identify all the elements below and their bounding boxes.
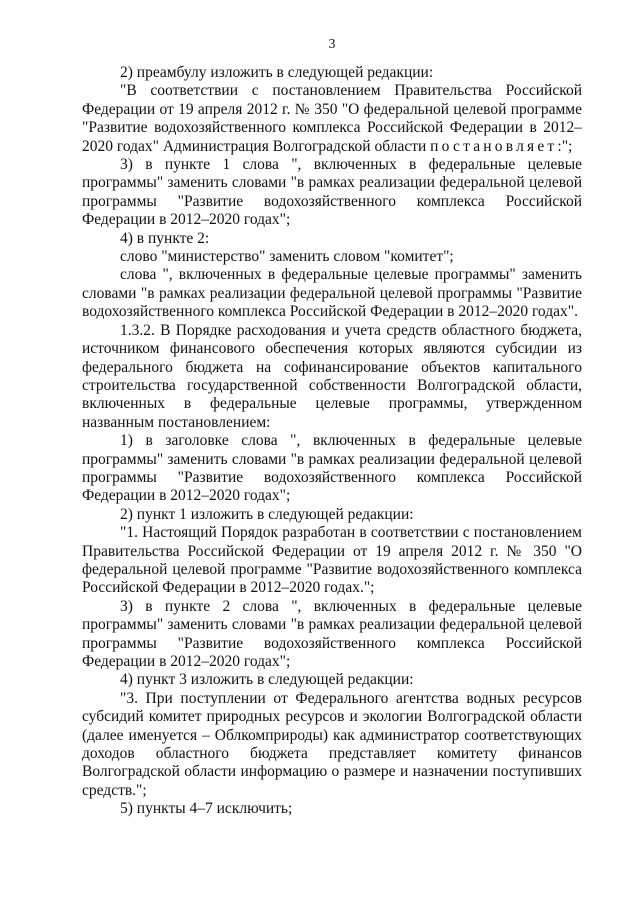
paragraph-point-1-text: "1. Настоящий Порядок разработан в соответствии с постановлением Правительства Российской Федерации от 19 апреля 2012 г. № 350 "О федеральной целевой программе "Развитие водохозяйственного комплекса Российской Федерации в 2012–2020 годах.";	[82, 524, 582, 597]
paragraph-point-5: 5) пункты 4–7 исключить;	[120, 800, 293, 818]
page-number: 3	[328, 37, 336, 52]
paragraph-point-3-text: "3. При поступлении от Федерального агентства водных ресурсов субсидий комитет природных ресурсов и экологии Волгоградской области (далее именуется – Облкомприроды) как администратор соответствующих доходов областного бюджета представляет комитету финансов Волгоградской области информацию о размере и назначении поступивших средств.";	[82, 689, 582, 799]
paragraph-point-2-change: 3) в пункте 2 слова ", включенных в федеральные целевые программы" заменить словами "в рамках реализации федеральной целевой программы "Развитие водохозяйственного комплекса Российской Федерации в 2012–2020 годах";	[82, 597, 582, 670]
paragraph-title-change: 1) в заголовке слова ", включенных в федеральные целевые программы" заменить словами "в рамках реализации федеральной целевой программы "Развитие водохозяйственного комплекса Российской Федерации в 2012–2020 годах";	[82, 432, 582, 505]
spaced-word-postanovlyaet: постановляет	[430, 137, 558, 155]
paragraph-1-3-2: 1.3.2. В Порядке расходования и учета средств областного бюджета, источником финансового обеспечения которых являются субсидии из федерального бюджета на софинансирование объектов капитального строительства государственной собственности Волгоградской области, включенных в федеральные целевые программы, утвержденном названным постановлением:	[82, 321, 582, 431]
paragraph-item-4-b: слова ", включенных в федеральные целевые программы" заменить словами "в рамках реализации федеральной целевой программы "Развитие водохозяйственного комплекса Российской Федерации в 2012–2020 годах".	[82, 266, 582, 321]
paragraph-preamble-text	[82, 82, 582, 156]
paragraph-point-1-heading: 2) пункт 1 изложить в следующей редакции:	[120, 505, 414, 523]
paragraph-preamble-heading: 2) преамбулу изложить в следующей редакции:	[120, 64, 434, 81]
document-body	[82, 64, 582, 819]
paragraph-item-4: 4) в пункте 2:	[120, 229, 210, 247]
paragraph-item-3: 3) в пункте 1 слова ", включенных в федеральные целевые программы" заменить словами "в рамках реализации федеральной целевой программы "Развитие водохозяйственного комплекса Российской Федерации в 2012–2020 годах";	[82, 156, 582, 229]
preamble-tail: :";	[557, 137, 573, 155]
paragraph-item-4-a: слово "министерство" заменить словом "комитет";	[120, 248, 454, 266]
preamble-text: "В соответствии с постановлением Правительства Российской Федерации от 19 апреля 2012 г. № 350 "О федеральной целевой программе "Развитие водохозяйственного комплекса Российской Федерации в 2012–2020 годах" Администрация Волгоградской области	[82, 82, 582, 155]
paragraph-point-3-heading: 4) пункт 3 изложить в следующей редакции:	[120, 671, 414, 689]
